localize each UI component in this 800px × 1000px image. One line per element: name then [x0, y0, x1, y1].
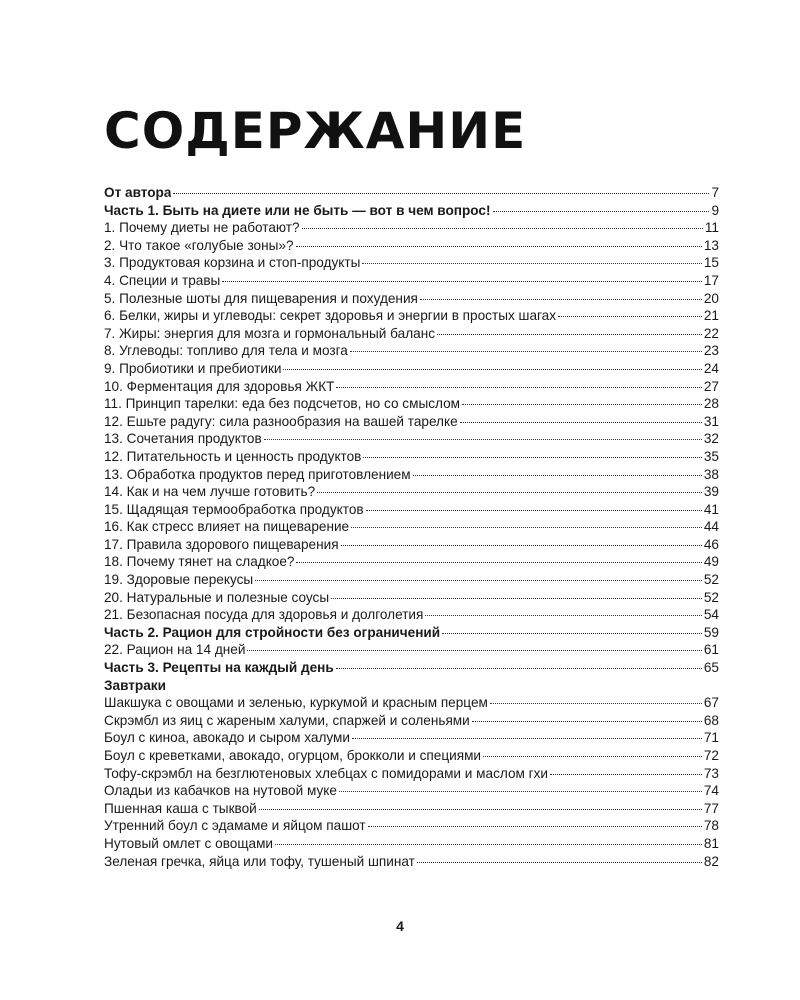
toc-entry-title: Скрэмбл из яиц с жареным халуми, спаржей и соленьями — [104, 712, 470, 728]
toc-entry-page: 13 — [703, 237, 719, 253]
toc-entry-page: 52 — [703, 589, 719, 605]
toc-entry — [104, 466, 719, 484]
toc-entry — [104, 765, 719, 783]
dot-leader — [341, 544, 702, 546]
toc-entry — [104, 413, 719, 431]
toc-entry-page: 38 — [703, 466, 719, 482]
dot-leader — [255, 579, 702, 581]
toc-entry-title: 8. Углеводы: топливо для тела и мозга — [104, 343, 348, 359]
dot-leader — [331, 597, 702, 599]
toc-entry — [104, 307, 719, 325]
dot-leader — [259, 808, 702, 810]
dot-leader — [417, 861, 702, 863]
toc-entry-page: 9 — [711, 202, 719, 218]
dot-leader — [420, 298, 702, 300]
dot-leader — [437, 333, 702, 335]
toc-entry-page: 65 — [703, 660, 719, 676]
dot-leader — [460, 421, 702, 423]
dot-leader — [173, 192, 709, 194]
dot-leader — [296, 561, 701, 563]
toc-entry-title: Часть 2. Рацион для стройности без ограничений — [104, 624, 441, 640]
toc-entry-page: 49 — [703, 554, 719, 570]
toc-entry — [104, 536, 719, 554]
toc-entry-page: 72 — [703, 748, 719, 763]
toc-entry — [104, 659, 719, 677]
toc-entry-title: Шакшука с овощами и зеленью, куркумой и красным перцем — [104, 695, 488, 711]
toc-entry — [104, 448, 719, 466]
dot-leader — [283, 368, 701, 370]
toc-entry-page: 22 — [703, 325, 719, 341]
toc-entry-page: 74 — [703, 783, 719, 799]
toc-entry-page: 15 — [703, 255, 719, 271]
toc-entry — [104, 694, 719, 712]
dot-leader — [472, 720, 702, 722]
toc-entry-title: 20. Натуральные и полезные соусы — [104, 589, 330, 605]
toc-entry-title: Зеленая гречка, яйца или тофу, тушеный шпинат — [104, 853, 415, 869]
toc-entry-title: 22. Рацион на 14 дней — [104, 642, 246, 658]
toc-entry — [104, 272, 719, 290]
toc-entry-title: 15. Щадящая термообработка продуктов — [104, 501, 364, 517]
toc-entry — [104, 553, 719, 571]
dot-leader — [350, 350, 702, 352]
toc-entry-page: 78 — [703, 818, 719, 834]
dot-leader — [247, 649, 701, 651]
toc-entry — [104, 624, 719, 642]
toc-entry-page: 31 — [703, 413, 719, 429]
toc-entry — [104, 342, 719, 360]
toc-entry — [104, 430, 719, 448]
toc-entry — [104, 219, 719, 237]
toc-entry-title: Завтраки — [104, 677, 166, 693]
dot-leader — [336, 667, 702, 669]
toc-entry-page: 46 — [703, 536, 719, 552]
toc-entry-title: Тофу-скрэмбл на безглютеновых хлебцах с помидорами и маслом гхи — [104, 765, 548, 781]
toc-entry-page: 81 — [703, 835, 719, 851]
dot-leader — [352, 737, 702, 739]
dot-leader — [339, 790, 702, 792]
toc-entry-page: 27 — [703, 378, 719, 394]
dot-leader — [493, 210, 710, 212]
toc-entry-page: 73 — [703, 765, 719, 781]
toc-entry — [104, 589, 719, 607]
toc-entry — [104, 641, 719, 659]
toc-entry-page: 44 — [703, 519, 719, 535]
toc-entry — [104, 712, 719, 730]
dot-leader — [222, 280, 702, 282]
table-of-contents — [104, 184, 719, 870]
dot-leader — [336, 386, 701, 388]
toc-entry-page: 24 — [703, 360, 719, 376]
toc-entry-title: 13. Сочетания продуктов — [104, 431, 262, 447]
dot-leader — [275, 843, 702, 845]
dot-leader — [264, 438, 702, 440]
toc-entry-page: 28 — [703, 396, 719, 412]
toc-entry-title: 18. Почему тянет на сладкое? — [104, 554, 295, 570]
dot-leader — [558, 315, 702, 317]
toc-entry — [104, 378, 719, 396]
toc-entry-page: 52 — [703, 572, 719, 588]
dot-leader — [296, 245, 702, 247]
toc-entry-title: 10. Ферментация для здоровья ЖКТ — [104, 378, 335, 394]
toc-entry — [104, 360, 719, 378]
toc-entry-title: Боул с киноа, авокадо и сыром халуми — [104, 730, 350, 746]
dot-leader — [351, 526, 702, 528]
toc-entry-title: 16. Как стресс влияет на пищеварение — [104, 519, 350, 535]
toc-entry — [104, 853, 719, 871]
toc-entry-title: Утренний боул с эдамаме и яйцом пашот — [104, 818, 366, 834]
toc-entry — [104, 729, 719, 747]
dot-leader — [363, 456, 701, 458]
toc-entry-page: 82 — [703, 853, 719, 869]
page-title: СОДЕРЖАНИЕ — [104, 102, 527, 160]
toc-entry-page: 67 — [703, 695, 719, 711]
toc-entry-page: 61 — [703, 642, 719, 658]
toc-entry — [104, 395, 719, 413]
toc-entry-title: 1. Почему диеты не работают? — [104, 220, 300, 236]
toc-entry — [104, 184, 719, 202]
toc-entry-page: 20 — [703, 290, 719, 306]
toc-entry-page: 11 — [704, 220, 719, 236]
toc-entry — [104, 571, 719, 589]
toc-entry-title: 6. Белки, жиры и углеводы: секрет здоровья и энергии в простых шагах — [104, 308, 557, 324]
toc-entry-page: 68 — [703, 712, 719, 728]
toc-entry — [104, 237, 719, 255]
dot-leader — [362, 262, 702, 264]
toc-entry-title: 3. Продуктовая корзина и стоп-продукты — [104, 255, 361, 271]
dot-leader — [550, 773, 702, 775]
toc-entry — [104, 835, 719, 853]
toc-entry — [104, 606, 719, 624]
toc-entry-page: 41 — [703, 501, 719, 517]
toc-entry-page: 17 — [703, 272, 719, 288]
toc-section-heading — [104, 677, 719, 695]
toc-entry-title: Часть 3. Рецепты на каждый день — [104, 660, 334, 676]
toc-entry — [104, 325, 719, 343]
toc-entry-page: 77 — [703, 800, 719, 816]
toc-entry-title: Нутовый омлет с овощами — [104, 835, 274, 851]
toc-entry — [104, 202, 719, 220]
toc-entry-page: 54 — [703, 607, 719, 623]
toc-entry-title: Оладьи из кабачков на нутовой муке — [104, 783, 337, 799]
dot-leader — [462, 403, 702, 405]
toc-entry-title: 12. Питательность и ценность продуктов — [104, 448, 362, 464]
toc-entry-title: 14. Как и на чем лучше готовить? — [104, 484, 316, 500]
toc-entry — [104, 501, 719, 519]
dot-leader — [442, 632, 702, 634]
toc-entry-title: 21. Безопасная посуда для здоровья и долголетия — [104, 607, 424, 623]
toc-entry-title: 19. Здоровые перекусы — [104, 572, 254, 588]
toc-entry-page: 35 — [703, 448, 719, 464]
toc-entry-title: От автора — [104, 185, 172, 200]
toc-entry-title: 9. Пробиотики и пребиотики — [104, 360, 282, 376]
toc-entry-title: Часть 1. Быть на диете или не быть — вот в чем вопрос! — [104, 202, 491, 218]
dot-leader — [483, 755, 702, 757]
toc-entry-title: Пшенная каша с тыквой — [104, 800, 257, 816]
toc-entry-title: 13. Обработка продуктов перед приготовлением — [104, 466, 411, 482]
dot-leader — [366, 509, 702, 511]
toc-entry-title: 11. Принцип тарелки: еда без подсчетов, но со смыслом — [104, 396, 461, 412]
toc-entry-page: 39 — [703, 484, 719, 500]
toc-entry-title: 7. Жиры: энергия для мозга и гормональный баланс — [104, 325, 435, 341]
toc-entry-page: 7 — [711, 185, 719, 200]
dot-leader — [317, 491, 702, 493]
dot-leader — [302, 227, 703, 229]
toc-entry — [104, 483, 719, 501]
toc-entry-page: 23 — [703, 343, 719, 359]
toc-entry-title: 12. Ешьте радугу: сила разнообразия на вашей тарелке — [104, 413, 458, 429]
page-number: 4 — [396, 918, 404, 934]
dot-leader — [413, 474, 702, 476]
toc-entry — [104, 817, 719, 835]
toc-entry-page: 21 — [703, 308, 719, 324]
toc-entry-page: 59 — [703, 624, 719, 640]
toc-entry — [104, 800, 719, 818]
toc-entry — [104, 782, 719, 800]
toc-entry-title: Боул с креветками, авокадо, огурцом, брокколи и специями — [104, 748, 482, 763]
toc-entry-title: 5. Полезные шоты для пищеварения и похудения — [104, 290, 418, 306]
toc-entry-page: 32 — [703, 431, 719, 447]
dot-leader — [425, 614, 701, 616]
toc-entry — [104, 747, 719, 765]
toc-entry-title: 4. Специи и травы — [104, 272, 221, 288]
toc-entry — [104, 518, 719, 536]
toc-entry-page: 71 — [703, 730, 719, 746]
toc-entry-title: 17. Правила здорового пищеварения — [104, 536, 339, 552]
dot-leader — [490, 702, 702, 704]
toc-entry — [104, 254, 719, 272]
dot-leader — [368, 825, 702, 827]
toc-entry-title: 2. Что такое «голубые зоны»? — [104, 237, 294, 253]
toc-entry — [104, 290, 719, 308]
